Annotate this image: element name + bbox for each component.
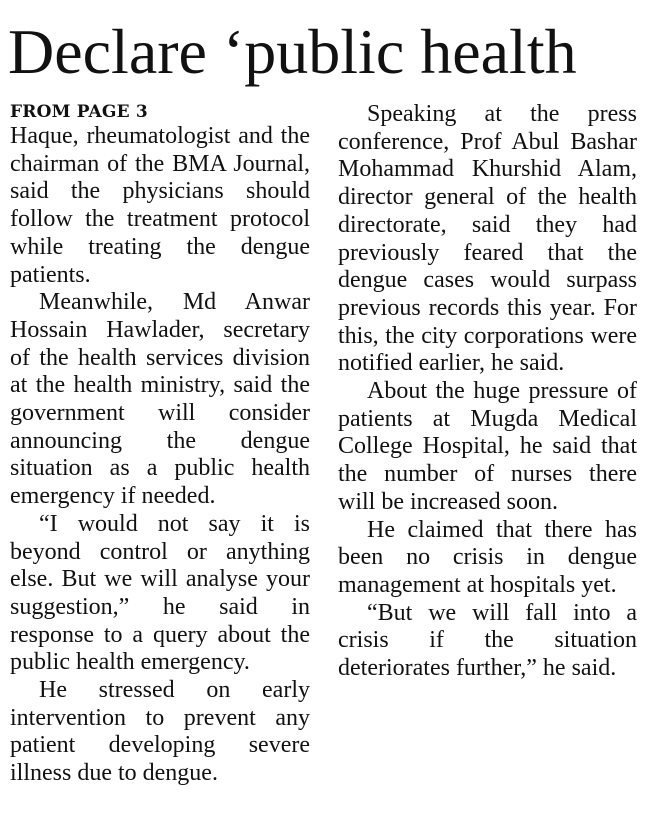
article-column-left (10, 101, 310, 788)
paragraph: He stressed on early intervention to prevent any patient developing severe illness due to dengue. (10, 677, 310, 787)
headline: Declare ‘public health (8, 16, 577, 87)
paragraph: “I would not say it is beyond control or anything else. But we will analyse your suggestion,” he said in response to a query about the public health emergency. (10, 510, 310, 676)
continuation-label: FROM PAGE 3 (10, 102, 148, 122)
paragraph: About the huge pressure of patients at Mugda Medical College Hospital, he said that the number of nurses there will be increased soon. (338, 378, 637, 515)
article-column-right (338, 101, 637, 683)
paragraph: He claimed that there has been no crisis in dengue management at hospitals yet. (338, 516, 637, 598)
paragraph: Haque, rheumatologist and the chairman of the BMA Journal, said the physicians should follow the treatment protocol while treating the dengue patients. (10, 123, 310, 288)
paragraph: “But we will fall into a crisis if the situation deteriorates further,” he said. (338, 599, 637, 682)
paragraph: Speaking at the press conference, Prof Abul Bashar Mohammad Khurshid Alam, director general of the health directorate, said they had previously feared that the dengue cases would surpass previous records this year. For this, the city corporations were notified earlier, he said. (338, 101, 637, 377)
paragraph: Meanwhile, Md Anwar Hossain Hawlader, secretary of the health services division at the health ministry, said the government will consider announcing the dengue situation as a public health emergency if needed. (10, 289, 310, 510)
